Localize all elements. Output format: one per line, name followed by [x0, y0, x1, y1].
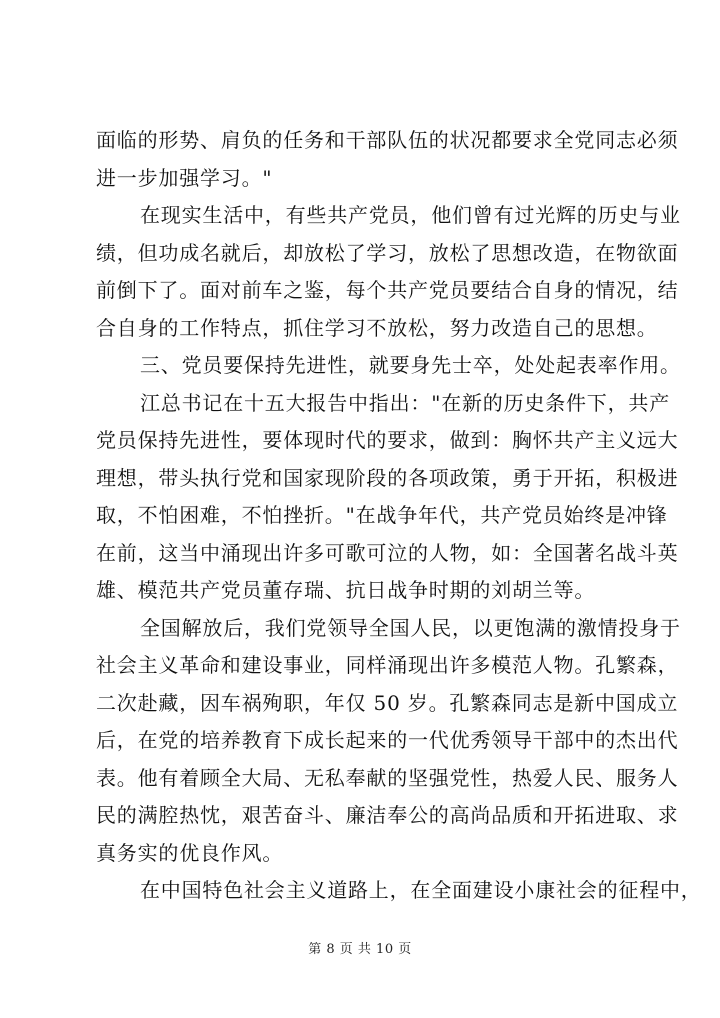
text-line: 面临的形势、肩负的任务和干部队伍的状况都要求全党同志必须 — [96, 128, 679, 152]
text-line: 后，在党的培养教育下成长起来的一代优秀领导干部中的杰出代 — [96, 728, 679, 752]
text-line: 绩，但功成名就后，却放松了学习，放松了思想改造，在物欲面 — [96, 240, 679, 265]
text-line: 二次赴藏，因车祸殉职，年仅 50 岁。孔繁森同志是新中国成立 — [96, 690, 679, 715]
section-heading: 三、党员要保持先进性，就要身先士卒，处处起表率作用。 — [140, 353, 681, 377]
text-line: 党员保持先进性，要体现时代的要求，做到：胸怀共产主义远大 — [96, 428, 679, 452]
text-line: 表。他有着顾全大局、无私奉献的坚强党性，热爱人民、服务人 — [96, 765, 679, 790]
paragraph-start-line: 在中国特色社会主义道路上，在全面建设小康社会的征程中， — [140, 878, 702, 902]
text-line: 在前，这当中涌现出许多可歌可泣的人物，如：全国著名战斗英 — [96, 540, 679, 565]
text-line: 前倒下了。面对前车之鉴，每个共产党员要结合自身的情况，结 — [96, 278, 679, 302]
page-number: 第 8 页 共 10 页 — [308, 942, 412, 957]
text-line: 进一步加强学习。" — [96, 165, 273, 190]
paragraph-start-line: 江总书记在十五大报告中指出："在新的历史条件下，共产 — [140, 390, 670, 415]
paragraph-start-line: 全国解放后，我们党领导全国人民，以更饱满的激情投身于 — [140, 615, 681, 640]
text-line: 取，不怕困难，不怕挫折。"在战争年代，共产党员始终是冲锋 — [96, 503, 668, 527]
text-line: 雄、模范共产党员董存瑞、抗日战争时期的刘胡兰等。 — [96, 578, 596, 602]
paragraph-start-line: 在现实生活中，有些共产党员，他们曾有过光辉的历史与业 — [140, 203, 681, 227]
text-line: 真务实的优良作风。 — [96, 840, 284, 865]
text-line: 合自身的工作特点，抓住学习不放松，努力改造自己的思想。 — [96, 315, 658, 340]
text-line: 社会主义革命和建设事业，同样涌现出许多模范人物。孔繁森， — [96, 653, 679, 677]
text-line: 民的满腔热忱，艰苦奋斗、廉洁奉公的高尚品质和开拓进取、求 — [96, 803, 679, 827]
body-text — [96, 122, 702, 910]
text-line: 理想，带头执行党和国家现阶段的各项政策，勇于开拓，积极进 — [96, 465, 679, 490]
